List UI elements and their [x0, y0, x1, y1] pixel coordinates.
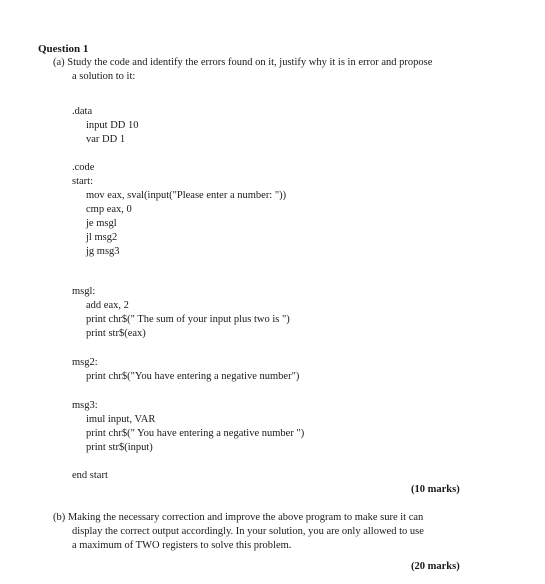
code-line: jg msg3 [86, 246, 120, 257]
code-line: var DD 1 [86, 134, 126, 145]
code-line: input DD 10 [86, 120, 139, 131]
code-line: print str$(eax) [86, 328, 146, 339]
code-line: mov eax, sval(input("Please enter a number: ")) [86, 190, 287, 201]
part-a-prompt-line-1: (a) Study the code and identify the errors found on it, justify why it is in error and propose [53, 57, 433, 68]
question-title: Question 1 [38, 43, 89, 55]
code-label-msg2: msg2: [72, 357, 98, 368]
code-line: imul input, VAR [86, 414, 156, 425]
code-line: print chr$(" The sum of your input plus two is ") [86, 314, 290, 325]
code-line: print str$(input) [86, 442, 153, 453]
code-line: print chr$(" You have entering a negative number ") [86, 428, 305, 439]
part-b-prompt-line-2: display the correct output accordingly. In your solution, you are only allowed to use [72, 526, 424, 537]
code-line: print chr$("You have entering a negative number") [86, 371, 300, 382]
code-line: je msgl [86, 218, 117, 229]
code-label-msg1: msgl: [72, 286, 96, 297]
part-b-prompt-line-1: (b) Making the necessary correction and improve the above program to make sure it can [53, 512, 424, 523]
code-directive: .code [72, 162, 95, 173]
data-directive: .data [72, 106, 93, 117]
part-b-prompt-line-3: a maximum of TWO registers to solve this problem. [72, 540, 292, 551]
part-a-prompt-line-2: a solution to it: [72, 71, 136, 82]
code-label-msg3: msg3: [72, 400, 98, 411]
part-a-marks: (10 marks) [411, 484, 460, 495]
code-line: cmp eax, 0 [86, 204, 132, 215]
code-label-start: start: [72, 176, 93, 187]
code-line: jl msg2 [86, 232, 118, 243]
code-end-line: end start [72, 470, 108, 481]
code-line: add eax, 2 [86, 300, 129, 311]
part-b-marks: (20 marks) [411, 561, 460, 572]
